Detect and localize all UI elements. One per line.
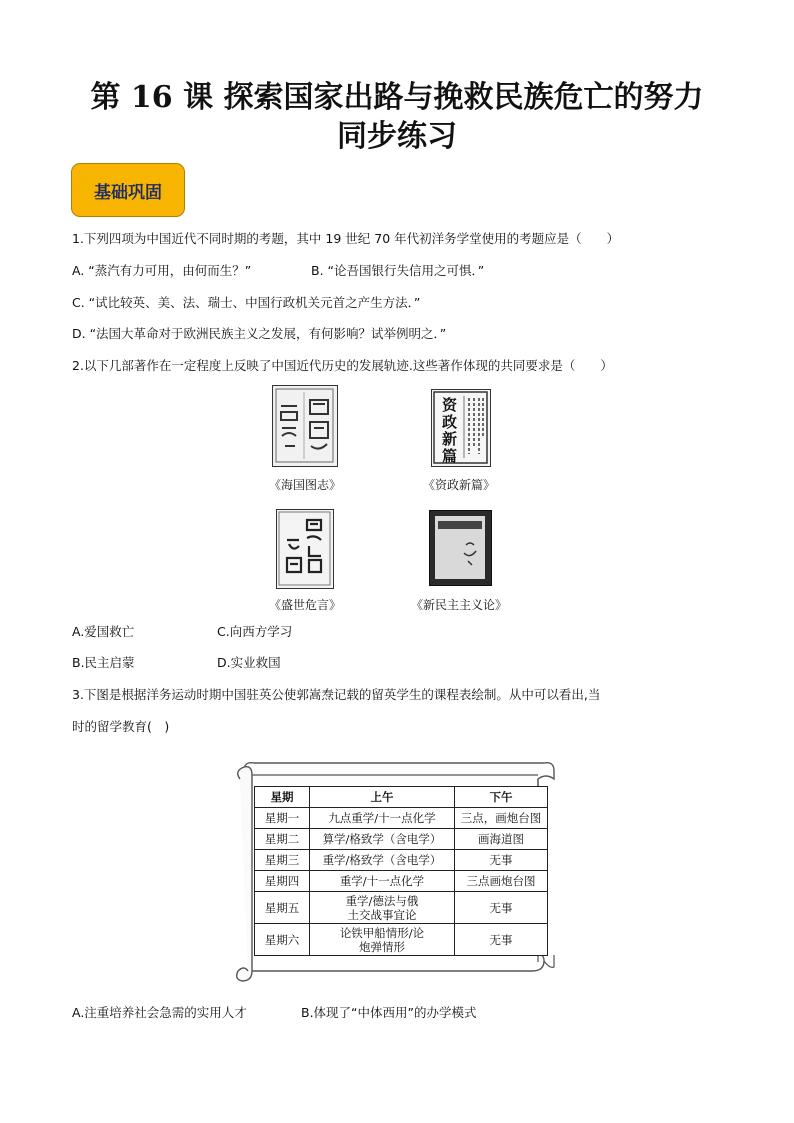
afternoon-cell: 无事 — [455, 892, 548, 924]
q3-option-a: A.注重培养社会急需的实用人才 — [72, 1005, 247, 1020]
book-cover-image — [429, 510, 492, 586]
page-subtitle: 同步练习 — [337, 119, 457, 154]
q2-option-b: B.民主启蒙 — [72, 655, 135, 670]
table-row — [255, 871, 548, 892]
q1-option-c: C. “试比较英、美、法、瑞士、中国行政机关元首之产生方法．” — [72, 295, 421, 310]
morning-cell: 九点重学/十一点化学 — [310, 808, 455, 829]
table-row — [255, 829, 548, 850]
book-caption: 《盛世危言》 — [268, 598, 341, 612]
q3-stem-line1: 3.下图是根据洋务运动时期中国驻英公使郭嵩焘记载的留英学生的课程表绘制。从中可以看出,当 — [72, 687, 601, 702]
afternoon-cell: 三点，画炮台图 — [455, 808, 548, 829]
q3-stem-line2: 时的留学教育( ) — [72, 719, 170, 734]
table-header: 上午 — [310, 787, 455, 808]
table-row — [255, 892, 548, 924]
q1-option-a: A. “蒸汽有力可用，由何而生？” — [72, 263, 252, 278]
morning-cell: 重学/德法与俄 土交战事宜论 — [310, 892, 455, 924]
book-cover-image — [272, 385, 338, 467]
svg-text:新: 新 — [442, 430, 458, 448]
day-cell: 星期四 — [255, 871, 310, 892]
table-header-row — [255, 787, 548, 808]
page-title: 第 16 课 探索国家出路与挽救民族危亡的努力 — [90, 80, 704, 115]
q2-option-c: C.向西方学习 — [217, 624, 293, 639]
afternoon-cell: 无事 — [455, 924, 548, 956]
q2-option-d: D.实业救国 — [217, 655, 281, 670]
morning-cell: 重学/十一点化学 — [310, 871, 455, 892]
svg-text:政: 政 — [442, 413, 458, 431]
q1-option-d: D. “法国大革命对于欧洲民族主义之发展，有何影响？试举例明之．” — [72, 326, 447, 341]
table-row — [255, 850, 548, 871]
day-cell: 星期二 — [255, 829, 310, 850]
afternoon-cell: 无事 — [455, 850, 548, 871]
day-cell: 星期三 — [255, 850, 310, 871]
day-cell: 星期五 — [255, 892, 310, 924]
morning-cell: 算学/格致学（含电学） — [310, 829, 455, 850]
afternoon-cell: 画海道图 — [455, 829, 548, 850]
afternoon-cell: 三点画炮台图 — [455, 871, 548, 892]
book-caption: 《新民主主义论》 — [410, 598, 507, 612]
schedule-table — [254, 786, 548, 956]
book-cover-image — [431, 389, 491, 467]
q2-option-a: A.爱国救亡 — [72, 624, 135, 639]
q1-option-b: B. “论吾国银行失信用之可惧．” — [311, 263, 485, 278]
table-row — [255, 808, 548, 829]
book-caption: 《资政新篇》 — [422, 478, 495, 492]
section-badge: 基础巩固 — [71, 163, 185, 217]
book-caption: 《海国图志》 — [268, 478, 341, 492]
q2-stem: 2.以下几部著作在一定程度上反映了中国近代历史的发展轨迹.这些著作体现的共同要求是（ ） — [72, 358, 613, 373]
svg-text:篇: 篇 — [442, 447, 458, 465]
day-cell: 星期六 — [255, 924, 310, 956]
q1-stem: 1.下列四项为中国近代不同时期的考题，其中 19 世纪 70 年代初洋务学堂使用的考题应是（ ） — [72, 231, 620, 246]
table-row — [255, 924, 548, 956]
morning-cell: 论铁甲船情形/论 炮弹情形 — [310, 924, 455, 956]
q3-option-b: B.体现了“中体西用”的办学模式 — [301, 1005, 477, 1020]
table-header: 下午 — [455, 787, 548, 808]
book-cover-image — [276, 509, 334, 589]
morning-cell: 重学/格致学（含电学） — [310, 850, 455, 871]
svg-text:资: 资 — [442, 396, 458, 414]
day-cell: 星期一 — [255, 808, 310, 829]
table-header: 星期 — [255, 787, 310, 808]
